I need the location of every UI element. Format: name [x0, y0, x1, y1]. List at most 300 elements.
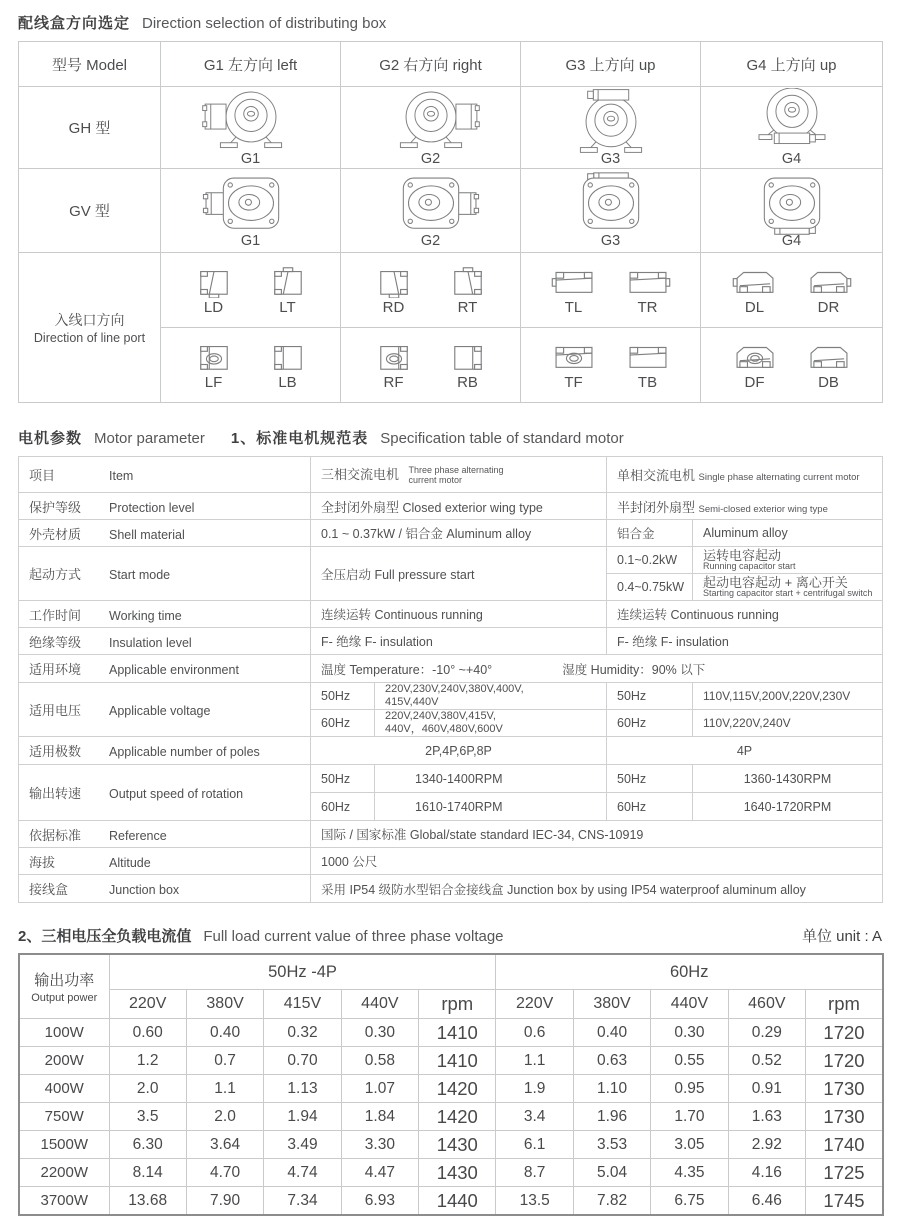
altitude-zh: 海拔 — [29, 854, 56, 870]
port-label-zh: 入线口方向 — [54, 312, 125, 328]
current-value: 1720 — [806, 1047, 883, 1075]
item-single-zh: 单相交流电机 — [617, 468, 696, 483]
current-value: 0.70 — [264, 1047, 341, 1075]
speed-sfreq-60: 60Hz — [607, 793, 693, 821]
motor-diagram-gv-top — [548, 172, 674, 236]
insulation-en: Insulation level — [109, 635, 192, 650]
gv-motor-figure — [521, 172, 700, 249]
junction-zh: 接线盒 — [29, 882, 69, 897]
current-value: 4.47 — [341, 1159, 418, 1187]
gv-row-label: GV 型 — [19, 169, 161, 253]
power-value: 750W — [19, 1103, 109, 1131]
port-icon-rf — [369, 339, 419, 373]
port-cell-rd-rt — [341, 253, 521, 328]
boxdir-table — [18, 41, 883, 403]
current-value: 1.07 — [341, 1075, 418, 1103]
current-value: 1.10 — [573, 1075, 650, 1103]
port-figure-rt — [443, 264, 493, 316]
port-cell-tl-tr — [521, 253, 701, 328]
motor-diagram-gv-right — [368, 172, 494, 236]
spec-working-single: 连续运转 Continuous running — [607, 601, 883, 628]
motor-diagram-gh-bottom — [729, 88, 855, 154]
working-zh: 工作时间 — [29, 607, 82, 623]
motor-caption: G1 — [240, 151, 261, 167]
spec-table — [18, 456, 883, 903]
spec-start-range-2: 0.4~0.75kW — [607, 574, 693, 601]
spec-reference-value: 国际 / 国家标准 Global/state standard IEC-34, CNS-10919 — [311, 821, 883, 848]
port-icon-lt — [263, 264, 313, 298]
current-value: 1420 — [419, 1075, 496, 1103]
gh-motor-figure — [161, 88, 340, 167]
port-caption: RF — [383, 374, 404, 391]
motor-diagram-gh-top — [548, 88, 674, 154]
gh-row — [19, 87, 883, 169]
port-caption: TR — [637, 299, 658, 316]
current-value: 1.96 — [573, 1103, 650, 1131]
spec-row-shell — [19, 520, 883, 547]
current-value: 1.94 — [264, 1103, 341, 1131]
current-value: 6.93 — [341, 1187, 418, 1216]
port-pair — [701, 339, 882, 391]
current-value: 1725 — [806, 1159, 883, 1187]
current-value: 7.82 — [573, 1187, 650, 1216]
volt-header-50hz-rpm: rpm — [419, 990, 496, 1019]
voltage-freq-60: 60Hz — [311, 710, 375, 737]
current-value: 4.74 — [264, 1159, 341, 1187]
current-value: 1740 — [806, 1131, 883, 1159]
start-zh: 起动方式 — [29, 567, 82, 582]
boxdir-title-en: Direction selection of distributing box — [142, 15, 387, 32]
spec-shell-three: 0.1 ~ 0.37kW / 铝合金 Aluminum alloy — [311, 520, 607, 547]
motor-caption: G2 — [420, 151, 441, 167]
current-row-750w — [19, 1103, 883, 1131]
speed-sfreq-50: 50Hz — [607, 765, 693, 793]
port-figure-rb — [443, 339, 493, 391]
power-header-zh: 输出功率 — [34, 972, 95, 989]
current-value: 5.04 — [573, 1159, 650, 1187]
gh-motor-figure — [701, 88, 882, 167]
speed-single-60: 1640-1720RPM — [693, 793, 883, 821]
boxdir-title — [18, 12, 882, 33]
spec-item-single — [607, 457, 883, 493]
reference-zh: 依据标准 — [29, 827, 82, 843]
current-value: 0.58 — [341, 1047, 418, 1075]
spec-insulation-single: F- 绝缘 F- insulation — [607, 628, 883, 655]
current-value: 3.5 — [109, 1103, 186, 1131]
insulation-zh: 绝缘等级 — [29, 634, 82, 650]
current-title-en: Full load current value of three phase voltage — [203, 928, 504, 945]
voltage-sfreq-60: 60Hz — [607, 710, 693, 737]
spec-poles-three: 2P,4P,6P,8P — [311, 737, 607, 765]
port-icon-ld — [189, 264, 239, 298]
power-value: 200W — [19, 1047, 109, 1075]
spec-shell-label — [19, 520, 311, 547]
protection-single-en: Semi-closed exterior wing type — [698, 503, 828, 515]
current-value: 13.68 — [109, 1187, 186, 1216]
current-value: 0.52 — [728, 1047, 805, 1075]
spec-voltage-label — [19, 683, 311, 737]
port-row-label — [19, 253, 161, 403]
current-value: 1440 — [419, 1187, 496, 1216]
spec-environment-value — [311, 655, 883, 683]
spec-row-environment — [19, 655, 883, 683]
current-value: 1430 — [419, 1131, 496, 1159]
spec-item-label — [19, 457, 311, 493]
start-mode-2-zh: 起动电容起动 + 离心开关 — [703, 574, 848, 590]
port-pair — [341, 264, 520, 316]
gv-motor-figure — [161, 172, 340, 249]
environment-values — [321, 660, 882, 678]
gh-motor-cell-g4 — [701, 87, 883, 169]
shell-en: Shell material — [109, 527, 185, 542]
port-figure-lb — [263, 339, 313, 391]
power-value: 100W — [19, 1019, 109, 1047]
port-icon-tb — [623, 339, 673, 373]
port-figure-tb — [623, 339, 673, 391]
volt-header-60hz-220v: 220V — [496, 990, 573, 1019]
current-value: 0.40 — [573, 1019, 650, 1047]
current-value: 3.64 — [186, 1131, 263, 1159]
speed-three-50: 1340-1400RPM — [375, 765, 607, 793]
current-value: 6.1 — [496, 1131, 573, 1159]
power-value: 2200W — [19, 1159, 109, 1187]
port-pair — [341, 339, 520, 391]
port-caption: TF — [564, 374, 583, 391]
current-value: 0.7 — [186, 1047, 263, 1075]
speed-freq-60: 60Hz — [311, 793, 375, 821]
current-value: 0.6 — [496, 1019, 573, 1047]
spec-row-item — [19, 457, 883, 493]
spec-row-reference — [19, 821, 883, 848]
spec-insulation-three: F- 绝缘 F- insulation — [311, 628, 607, 655]
motor-diagram-gv-bottom — [729, 172, 855, 236]
port-icon-tf — [549, 339, 599, 373]
boxdir-header-cell-3: G3 上方向 up — [521, 42, 701, 87]
current-row-1500w — [19, 1131, 883, 1159]
port-icon-lb — [263, 339, 313, 373]
protection-single-zh: 半封闭外扇型 — [617, 499, 696, 515]
port-icon-df — [730, 339, 780, 373]
current-value: 4.70 — [186, 1159, 263, 1187]
current-value: 1.1 — [496, 1047, 573, 1075]
junction-en: Junction box — [109, 883, 180, 897]
spec-start-mode-2 — [693, 574, 883, 601]
spec-speed-label — [19, 765, 311, 821]
port-figure-lt — [263, 264, 313, 316]
item-three-en2: current motor — [408, 474, 463, 485]
gh-motor-figure — [341, 88, 520, 167]
spec-heading — [18, 427, 882, 448]
voltage-single-50: 110V,115V,200V,220V,230V — [693, 683, 883, 710]
reference-en: Reference — [109, 828, 167, 843]
port-caption: LD — [203, 299, 224, 316]
spec-reference-label — [19, 821, 311, 848]
item-three-en — [409, 466, 504, 485]
start-mode-1-en: Running capacitor start — [703, 560, 796, 571]
current-value: 1.13 — [264, 1075, 341, 1103]
spec-row-working — [19, 601, 883, 628]
power-value: 1500W — [19, 1131, 109, 1159]
spec-working-three: 连续运转 Continuous running — [311, 601, 607, 628]
port-pair — [161, 339, 340, 391]
current-row-100w — [19, 1019, 883, 1047]
volt-header-50hz-220v: 220V — [109, 990, 186, 1019]
current-row-3700w — [19, 1187, 883, 1216]
environment-zh: 适用环境 — [29, 662, 82, 677]
volt-header-60hz-440v: 440V — [651, 990, 728, 1019]
spec-row-poles — [19, 737, 883, 765]
current-value: 8.7 — [496, 1159, 573, 1187]
voltage-three-60-l2: 440V，460V,480V,600V — [385, 723, 503, 735]
item-three-en1: Three phase alternating — [408, 465, 504, 476]
spec-start-three: 全压启动 Full pressure start — [311, 547, 607, 601]
voltage-three-50-l2: 415V,440V — [385, 696, 439, 708]
current-value: 1.84 — [341, 1103, 418, 1131]
port-caption: LT — [279, 299, 296, 316]
port-figure-tl — [549, 264, 599, 316]
gh-motor-cell-g3 — [521, 87, 701, 169]
current-row-2200w — [19, 1159, 883, 1187]
motor-caption: G2 — [420, 233, 441, 249]
current-value: 3.53 — [573, 1131, 650, 1159]
gv-motor-cell-g3 — [521, 169, 701, 253]
port-icon-dr — [804, 264, 854, 298]
spec-subheading-zh: 1、标准电机规范表 — [230, 430, 369, 447]
port-pair — [701, 264, 882, 316]
voltage-sfreq-50: 50Hz — [607, 683, 693, 710]
port-cell-df-db — [701, 328, 883, 403]
boxdir-header-cell-0: 型号 Model — [19, 42, 161, 87]
port-icon-db — [804, 339, 854, 373]
boxdir-header-cell-1: G1 左方向 left — [161, 42, 341, 87]
port-caption: TL — [564, 299, 583, 316]
current-value: 0.29 — [728, 1019, 805, 1047]
volt-header-60hz-rpm: rpm — [806, 990, 883, 1019]
protection-zh: 保护等级 — [29, 499, 82, 515]
spec-start-range-1: 0.1~0.2kW — [607, 547, 693, 574]
current-value: 2.0 — [109, 1075, 186, 1103]
current-value: 6.46 — [728, 1187, 805, 1216]
spec-environment-label — [19, 655, 311, 683]
port-pair — [521, 339, 700, 391]
current-value: 7.34 — [264, 1187, 341, 1216]
spec-protection-three — [311, 493, 607, 520]
spec-row-voltage-1 — [19, 683, 883, 710]
current-value: 1410 — [419, 1019, 496, 1047]
current-value: 1.1 — [186, 1075, 263, 1103]
port-figure-ld — [189, 264, 239, 316]
current-value: 0.30 — [651, 1019, 728, 1047]
motor-caption: G4 — [781, 233, 802, 249]
port-figure-db — [804, 339, 854, 391]
current-value: 1720 — [806, 1019, 883, 1047]
port-cell-tf-tb — [521, 328, 701, 403]
port-icon-rd — [369, 264, 419, 298]
spec-poles-single: 4P — [607, 737, 883, 765]
poles-en: Applicable number of poles — [109, 745, 260, 759]
shell-zh: 外壳材质 — [29, 526, 82, 542]
voltage-en: Applicable voltage — [109, 704, 211, 718]
group-header-50hz: 50Hz -4P — [109, 954, 496, 990]
current-value: 6.30 — [109, 1131, 186, 1159]
boxdir-header-row — [19, 42, 883, 87]
item-single-en: Single phase alternating current motor — [698, 472, 860, 483]
spec-subheading-en: Specification table of standard motor — [380, 430, 624, 447]
protection-three-zh: 全封闭外扇型 — [321, 499, 400, 515]
voltage-single-60: 110V,220V,240V — [693, 710, 883, 737]
motor-caption: G4 — [781, 151, 802, 167]
port-figure-df — [730, 339, 780, 391]
current-value: 1430 — [419, 1159, 496, 1187]
current-title — [18, 925, 882, 946]
current-value: 1730 — [806, 1103, 883, 1131]
current-value: 0.91 — [728, 1075, 805, 1103]
spec-row-protection — [19, 493, 883, 520]
current-value: 1730 — [806, 1075, 883, 1103]
current-value: 7.90 — [186, 1187, 263, 1216]
environment-en: Applicable environment — [109, 663, 239, 677]
spec-start-mode-1 — [693, 547, 883, 574]
current-table — [18, 953, 884, 1216]
gv-motor-cell-g4 — [701, 169, 883, 253]
port-caption: RT — [457, 299, 478, 316]
port-caption: DB — [818, 374, 839, 391]
current-value: 2.0 — [186, 1103, 263, 1131]
spec-poles-label — [19, 737, 311, 765]
volt-header-50hz-380v: 380V — [186, 990, 263, 1019]
gh-motor-cell-g2 — [341, 87, 521, 169]
port-caption: DF — [744, 374, 765, 391]
spec-altitude-value: 1000 公尺 — [311, 848, 883, 875]
port-figure-tf — [549, 339, 599, 391]
speed-three-60: 1610-1740RPM — [375, 793, 607, 821]
current-value: 2.92 — [728, 1131, 805, 1159]
gv-motor-cell-g2 — [341, 169, 521, 253]
volt-header-60hz-380v: 380V — [573, 990, 650, 1019]
speed-en: Output speed of rotation — [109, 787, 244, 801]
voltage-three-60-l1: 220V,240V,380V,415V, — [385, 710, 496, 723]
voltage-freq-50: 50Hz — [311, 683, 375, 710]
spec-shell-single-zh: 铝合金 — [607, 520, 693, 547]
motor-caption: G3 — [600, 151, 621, 167]
current-value: 1745 — [806, 1187, 883, 1216]
port-caption: TB — [637, 374, 658, 391]
port-caption: LF — [204, 374, 223, 391]
spec-row-start-1 — [19, 547, 883, 574]
port-icon-rt — [443, 264, 493, 298]
port-caption: DL — [744, 299, 765, 316]
port-cell-ld-lt — [161, 253, 341, 328]
volt-header-50hz-415v: 415V — [264, 990, 341, 1019]
gv-motor-cell-g1 — [161, 169, 341, 253]
gv-motor-figure — [341, 172, 520, 249]
port-figure-dr — [804, 264, 854, 316]
current-value: 1420 — [419, 1103, 496, 1131]
port-figure-dl — [730, 264, 780, 316]
spec-start-label — [19, 547, 311, 601]
current-title-zh: 2、三相电压全负载电流值 — [18, 928, 192, 945]
port-icon-rb — [443, 339, 493, 373]
port-cell-rf-rb — [341, 328, 521, 403]
motor-caption: G1 — [240, 233, 261, 249]
port-figure-tr — [623, 264, 673, 316]
start-mode-2-en: Starting capacitor start + centrifugal switch — [703, 587, 873, 598]
current-value: 3.49 — [264, 1131, 341, 1159]
current-unit-label: 单位 unit : A — [801, 928, 882, 945]
volt-header-60hz-460v: 460V — [728, 990, 805, 1019]
port-pair — [521, 264, 700, 316]
spec-heading-en: Motor parameter — [94, 430, 205, 447]
current-value: 0.63 — [573, 1047, 650, 1075]
spec-heading-zh: 电机参数 — [18, 430, 83, 447]
current-value: 4.16 — [728, 1159, 805, 1187]
boxdir-header-cell-4: G4 上方向 up — [701, 42, 883, 87]
current-value: 0.55 — [651, 1047, 728, 1075]
altitude-en: Altitude — [109, 855, 151, 870]
environment-humidity: 湿度 Humidity：90% 以下 — [562, 662, 706, 677]
current-value: 0.30 — [341, 1019, 418, 1047]
environment-temp: 温度 Temperature：-10° ~+40° — [321, 662, 493, 677]
port-caption: RD — [382, 299, 405, 316]
spec-altitude-label — [19, 848, 311, 875]
current-value: 13.5 — [496, 1187, 573, 1216]
motor-diagram-gh-left — [188, 88, 314, 154]
port-row-top — [19, 253, 883, 328]
spec-item-three — [311, 457, 607, 493]
gv-motor-figure — [701, 172, 882, 249]
current-value: 1.70 — [651, 1103, 728, 1131]
voltage-three-60 — [375, 710, 607, 737]
voltage-zh: 适用电压 — [29, 703, 82, 718]
spec-protection-single — [607, 493, 883, 520]
protection-en: Protection level — [109, 500, 195, 515]
start-en: Start mode — [109, 568, 171, 582]
current-value: 3.30 — [341, 1131, 418, 1159]
port-pair — [161, 264, 340, 316]
port-label-en: Direction of line port — [33, 331, 146, 345]
spec-working-label — [19, 601, 311, 628]
current-value: 0.60 — [109, 1019, 186, 1047]
spec-row-insulation — [19, 628, 883, 655]
current-value: 6.75 — [651, 1187, 728, 1216]
current-group-row — [19, 954, 883, 990]
poles-zh: 适用极数 — [29, 744, 82, 759]
port-caption: RB — [457, 374, 478, 391]
current-value: 1.2 — [109, 1047, 186, 1075]
spec-junction-value: 采用 IP54 级防水型铝合金接线盒 Junction box by using IP54 waterproof aluminum alloy — [311, 875, 883, 903]
voltage-three-50-l1: 220V,230V,240V,380V,400V, — [385, 683, 524, 696]
port-icon-dl — [730, 264, 780, 298]
current-value: 8.14 — [109, 1159, 186, 1187]
port-figure-lf — [189, 339, 239, 391]
voltage-three-50 — [375, 683, 607, 710]
motor-diagram-gh-right — [368, 88, 494, 154]
spec-junction-label — [19, 875, 311, 903]
spec-shell-single-en: Aluminum alloy — [693, 520, 883, 547]
boxdir-title-zh: 配线盒方向选定 — [18, 15, 131, 32]
port-caption: LB — [278, 374, 297, 391]
current-value: 1410 — [419, 1047, 496, 1075]
current-value: 3.05 — [651, 1131, 728, 1159]
boxdir-header-cell-2: G2 右方向 right — [341, 42, 521, 87]
current-value: 1.9 — [496, 1075, 573, 1103]
current-value: 4.35 — [651, 1159, 728, 1187]
spec-row-altitude — [19, 848, 883, 875]
spec-protection-label — [19, 493, 311, 520]
speed-freq-50: 50Hz — [311, 765, 375, 793]
power-value: 3700W — [19, 1187, 109, 1216]
item-three-zh: 三相交流电机 — [321, 466, 400, 482]
